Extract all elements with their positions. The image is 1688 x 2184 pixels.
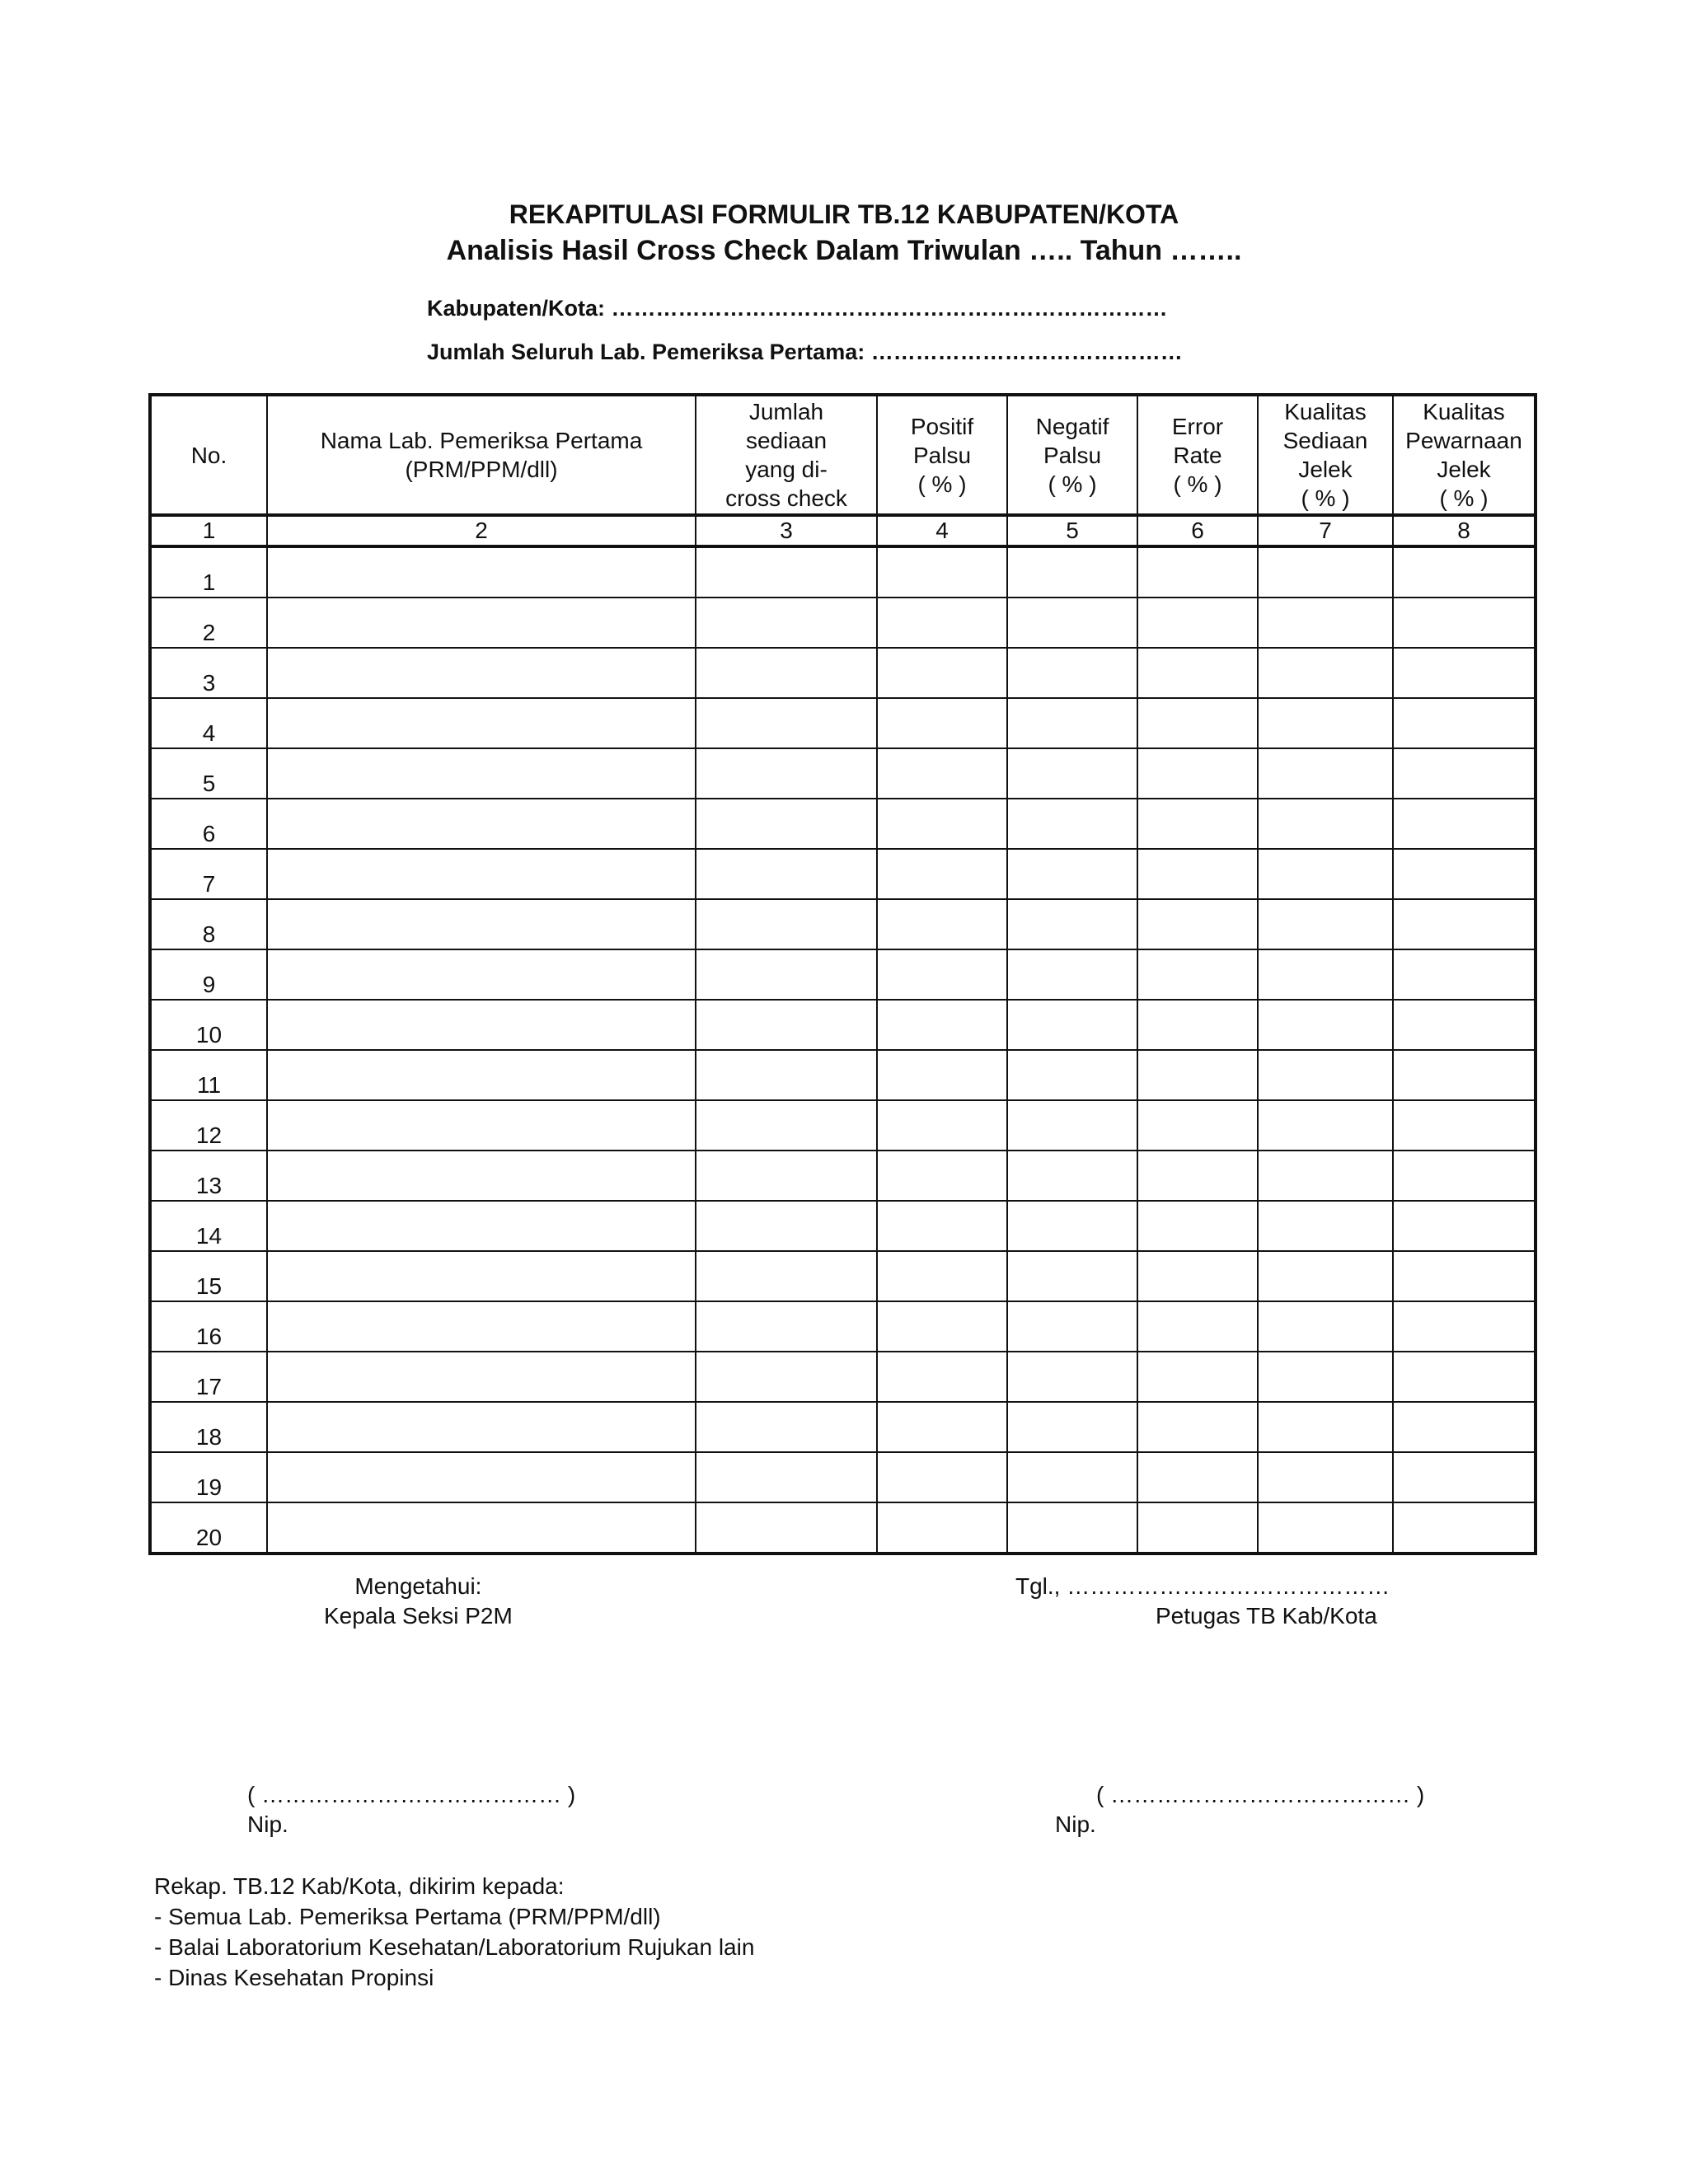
column-header-line: Jelek	[1298, 457, 1353, 482]
row-number: 12	[150, 1100, 267, 1151]
table-cell-error-rate[interactable]	[1137, 799, 1258, 849]
table-row	[150, 1251, 1536, 1301]
table-cell-positif-palsu[interactable]	[877, 899, 1007, 949]
table-cell-positif-palsu[interactable]	[877, 1502, 1007, 1554]
table-cell-negatif-palsu[interactable]	[1007, 1151, 1137, 1201]
table-cell-error-rate[interactable]	[1137, 1452, 1258, 1502]
row-number: 7	[150, 849, 267, 899]
table-cell-lab-name[interactable]	[267, 748, 696, 799]
column-number: 8	[1393, 515, 1536, 546]
table-cell-negatif-palsu[interactable]	[1007, 949, 1137, 1000]
table-cell-error-rate[interactable]	[1137, 1100, 1258, 1151]
table-cell-kualitas-sediaan[interactable]	[1258, 698, 1393, 748]
table-cell-lab-name[interactable]	[267, 1100, 696, 1151]
table-cell-negatif-palsu[interactable]	[1007, 598, 1137, 648]
column-number: 6	[1137, 515, 1258, 546]
table-cell-kualitas-sediaan[interactable]	[1258, 748, 1393, 799]
table-cell-positif-palsu[interactable]	[877, 1452, 1007, 1502]
table-cell-kualitas-sediaan[interactable]	[1258, 1251, 1393, 1301]
table-cell-kualitas-pewarnaan[interactable]	[1393, 799, 1536, 849]
table-cell-lab-name[interactable]	[267, 598, 696, 648]
table-cell-kualitas-sediaan[interactable]	[1258, 1100, 1393, 1151]
table-cell-error-rate[interactable]	[1137, 1151, 1258, 1201]
table-cell-positif-palsu[interactable]	[877, 648, 1007, 698]
table-cell-kualitas-sediaan[interactable]	[1258, 1502, 1393, 1554]
row-number: 8	[150, 899, 267, 949]
row-number: 4	[150, 698, 267, 748]
column-header-line: Kualitas	[1284, 399, 1367, 424]
table-cell-negatif-palsu[interactable]	[1007, 1452, 1137, 1502]
row-number: 20	[150, 1502, 267, 1554]
table-cell-negatif-palsu[interactable]	[1007, 849, 1137, 899]
table-row	[150, 1352, 1536, 1402]
table-cell-kualitas-pewarnaan[interactable]	[1393, 1502, 1536, 1554]
table-cell-kualitas-pewarnaan[interactable]	[1393, 1402, 1536, 1452]
table-cell-kualitas-pewarnaan[interactable]	[1393, 598, 1536, 648]
table-cell-negatif-palsu[interactable]	[1007, 1000, 1137, 1050]
table-cell-kualitas-sediaan[interactable]	[1258, 1452, 1393, 1502]
table-row	[150, 1301, 1536, 1352]
table-cell-error-rate[interactable]	[1137, 1050, 1258, 1100]
table-cell-jumlah-sediaan[interactable]	[696, 1000, 877, 1050]
column-header-kualitas-pewarnaan	[1393, 395, 1536, 515]
table-cell-positif-palsu[interactable]	[877, 698, 1007, 748]
column-header-error-rate	[1137, 395, 1258, 515]
table-cell-jumlah-sediaan[interactable]	[696, 949, 877, 1000]
table-cell-jumlah-sediaan[interactable]	[696, 598, 877, 648]
table-cell-jumlah-sediaan[interactable]	[696, 1100, 877, 1151]
table-cell-positif-palsu[interactable]	[877, 1352, 1007, 1402]
table-cell-error-rate[interactable]	[1137, 598, 1258, 648]
table-cell-error-rate[interactable]	[1137, 546, 1258, 598]
column-header-kualitas-sediaan	[1258, 395, 1393, 515]
table-cell-error-rate[interactable]	[1137, 1201, 1258, 1251]
column-header-line: No.	[190, 442, 227, 468]
table-cell-error-rate[interactable]	[1137, 1352, 1258, 1402]
table-cell-kualitas-pewarnaan[interactable]	[1393, 1251, 1536, 1301]
jumlah-lab-field: Jumlah Seluruh Lab. Pemeriksa Pertama: ……………………………………	[427, 340, 1183, 364]
row-number: 14	[150, 1201, 267, 1251]
table-cell-lab-name[interactable]	[267, 949, 696, 1000]
table-row	[150, 799, 1536, 849]
right-role: Petugas TB Kab/Kota	[1156, 1603, 1377, 1629]
table-cell-positif-palsu[interactable]	[877, 799, 1007, 849]
table-cell-kualitas-sediaan[interactable]	[1258, 546, 1393, 598]
kabupaten-field: Kabupaten/Kota: …………………………………………………………………	[427, 296, 1168, 321]
column-header-line: (PRM/PPM/dll)	[405, 457, 558, 482]
column-number-row	[150, 515, 1536, 546]
column-number: 5	[1007, 515, 1137, 546]
table-cell-error-rate[interactable]	[1137, 1502, 1258, 1554]
row-number: 15	[150, 1251, 267, 1301]
table-cell-jumlah-sediaan[interactable]	[696, 1301, 877, 1352]
table-cell-positif-palsu[interactable]	[877, 546, 1007, 598]
distribution-item: - Balai Laboratorium Kesehatan/Laboratorium Rujukan lain	[154, 1934, 755, 1960]
table-cell-kualitas-pewarnaan[interactable]	[1393, 1151, 1536, 1201]
table-row	[150, 1050, 1536, 1100]
table-cell-jumlah-sediaan[interactable]	[696, 1201, 877, 1251]
table-cell-jumlah-sediaan[interactable]	[696, 899, 877, 949]
table-cell-jumlah-sediaan[interactable]	[696, 799, 877, 849]
table-row	[150, 1452, 1536, 1502]
table-cell-jumlah-sediaan[interactable]	[696, 546, 877, 598]
table-cell-kualitas-sediaan[interactable]	[1258, 1050, 1393, 1100]
table-cell-positif-palsu[interactable]	[877, 598, 1007, 648]
table-cell-jumlah-sediaan[interactable]	[696, 849, 877, 899]
form-title: REKAPITULASI FORMULIR TB.12 KABUPATEN/KOTA	[509, 199, 1179, 229]
table-cell-kualitas-pewarnaan[interactable]	[1393, 899, 1536, 949]
row-number: 16	[150, 1301, 267, 1352]
table-body	[150, 546, 1536, 1554]
table-cell-error-rate[interactable]	[1137, 1000, 1258, 1050]
table-cell-error-rate[interactable]	[1137, 648, 1258, 698]
table-cell-kualitas-pewarnaan[interactable]	[1393, 698, 1536, 748]
table-cell-negatif-palsu[interactable]	[1007, 1502, 1137, 1554]
table-cell-positif-palsu[interactable]	[877, 1201, 1007, 1251]
table-cell-lab-name[interactable]	[267, 1201, 696, 1251]
table-cell-kualitas-sediaan[interactable]	[1258, 1352, 1393, 1402]
table-row	[150, 899, 1536, 949]
table-cell-negatif-palsu[interactable]	[1007, 1301, 1137, 1352]
table-cell-kualitas-pewarnaan[interactable]	[1393, 1100, 1536, 1151]
column-header-line: ( % )	[917, 471, 967, 497]
table-cell-error-rate[interactable]	[1137, 748, 1258, 799]
table-cell-lab-name[interactable]	[267, 1352, 696, 1402]
table-cell-jumlah-sediaan[interactable]	[696, 1402, 877, 1452]
row-number: 3	[150, 648, 267, 698]
table-cell-error-rate[interactable]	[1137, 698, 1258, 748]
table-cell-kualitas-sediaan[interactable]	[1258, 1301, 1393, 1352]
row-number: 9	[150, 949, 267, 1000]
table-cell-jumlah-sediaan[interactable]	[696, 1151, 877, 1201]
table-cell-negatif-palsu[interactable]	[1007, 1100, 1137, 1151]
column-header-positif-palsu	[877, 395, 1007, 515]
table-cell-lab-name[interactable]	[267, 1050, 696, 1100]
table-cell-negatif-palsu[interactable]	[1007, 546, 1137, 598]
row-number: 11	[150, 1050, 267, 1100]
table-cell-positif-palsu[interactable]	[877, 1251, 1007, 1301]
column-number: 4	[877, 515, 1007, 546]
table-cell-kualitas-pewarnaan[interactable]	[1393, 1452, 1536, 1502]
table-cell-negatif-palsu[interactable]	[1007, 698, 1137, 748]
column-number: 7	[1258, 515, 1393, 546]
table-cell-jumlah-sediaan[interactable]	[696, 1050, 877, 1100]
column-header-line: ( % )	[1439, 485, 1489, 511]
table-row	[150, 1402, 1536, 1452]
table-cell-negatif-palsu[interactable]	[1007, 1251, 1137, 1301]
table-row	[150, 748, 1536, 799]
table-row	[150, 949, 1536, 1000]
table-cell-jumlah-sediaan[interactable]	[696, 1251, 877, 1301]
table-cell-lab-name[interactable]	[267, 799, 696, 849]
column-header-line: Jumlah	[748, 399, 824, 424]
left-role: Kepala Seksi P2M	[324, 1603, 513, 1629]
table-cell-positif-palsu[interactable]	[877, 1402, 1007, 1452]
header-row	[150, 395, 1536, 515]
table-row	[150, 698, 1536, 748]
column-header-line: Positif	[910, 413, 974, 439]
column-header-line: Nama Lab. Pemeriksa Pertama	[320, 428, 643, 453]
table-cell-jumlah-sediaan[interactable]	[696, 748, 877, 799]
table-cell-kualitas-pewarnaan[interactable]	[1393, 546, 1536, 598]
table-cell-positif-palsu[interactable]	[877, 1100, 1007, 1151]
table-cell-kualitas-pewarnaan[interactable]	[1393, 1000, 1536, 1050]
table-row	[150, 598, 1536, 648]
column-header-line: Kualitas	[1423, 399, 1505, 424]
table-cell-negatif-palsu[interactable]	[1007, 748, 1137, 799]
row-number: 6	[150, 799, 267, 849]
table-cell-kualitas-sediaan[interactable]	[1258, 1402, 1393, 1452]
column-header-line: Negatif	[1035, 413, 1109, 439]
column-header-line: Palsu	[912, 442, 972, 468]
table-cell-jumlah-sediaan[interactable]	[696, 648, 877, 698]
table-cell-negatif-palsu[interactable]	[1007, 899, 1137, 949]
row-number: 17	[150, 1352, 267, 1402]
table-cell-error-rate[interactable]	[1137, 899, 1258, 949]
table-cell-negatif-palsu[interactable]	[1007, 799, 1137, 849]
table-cell-error-rate[interactable]	[1137, 849, 1258, 899]
column-header-line: sediaan	[745, 428, 828, 453]
form-subtitle: Analisis Hasil Cross Check Dalam Triwulan ….. Tahun ……..	[446, 235, 1242, 266]
distribution-list	[154, 1871, 754, 1993]
left-signature-block	[324, 1572, 513, 1631]
table-cell-lab-name[interactable]	[267, 1402, 696, 1452]
table-cell-lab-name[interactable]	[267, 1301, 696, 1352]
column-header-lab-name	[267, 395, 696, 515]
table-cell-negatif-palsu[interactable]	[1007, 1402, 1137, 1452]
table-cell-lab-name[interactable]	[267, 849, 696, 899]
table-cell-lab-name[interactable]	[267, 1151, 696, 1201]
table-cell-kualitas-sediaan[interactable]	[1258, 598, 1393, 648]
row-number: 1	[150, 546, 267, 598]
table-cell-lab-name[interactable]	[267, 698, 696, 748]
column-header-line: ( % )	[1173, 471, 1222, 497]
table-cell-kualitas-pewarnaan[interactable]	[1393, 1301, 1536, 1352]
column-header-no	[150, 395, 267, 515]
table-cell-jumlah-sediaan[interactable]	[696, 1352, 877, 1402]
table-row	[150, 1151, 1536, 1201]
table-cell-jumlah-sediaan[interactable]	[696, 1502, 877, 1554]
date-field: Tgl., ……………………………………	[1015, 1573, 1390, 1599]
left-nip: Nip.	[247, 1811, 288, 1837]
table-cell-kualitas-sediaan[interactable]	[1258, 1151, 1393, 1201]
table-cell-positif-palsu[interactable]	[877, 1050, 1007, 1100]
table-cell-error-rate[interactable]	[1137, 1301, 1258, 1352]
table-cell-lab-name[interactable]	[267, 899, 696, 949]
right-signature-name: ( ………………………………… )	[1096, 1782, 1425, 1807]
table-cell-positif-palsu[interactable]	[877, 1301, 1007, 1352]
row-number: 10	[150, 1000, 267, 1050]
table-cell-positif-palsu[interactable]	[877, 748, 1007, 799]
row-number: 18	[150, 1402, 267, 1452]
table-cell-positif-palsu[interactable]	[877, 849, 1007, 899]
distribution-item: - Dinas Kesehatan Propinsi	[154, 1965, 434, 1990]
right-nip: Nip.	[1055, 1811, 1096, 1837]
column-header-line: Jelek	[1437, 457, 1491, 482]
table-cell-error-rate[interactable]	[1137, 1251, 1258, 1301]
table-cell-kualitas-sediaan[interactable]	[1258, 849, 1393, 899]
table-cell-lab-name[interactable]	[267, 546, 696, 598]
table-row	[150, 1100, 1536, 1151]
table-cell-lab-name[interactable]	[267, 1000, 696, 1050]
table-row	[150, 546, 1536, 598]
column-header-line: cross check	[725, 485, 847, 511]
table-cell-kualitas-pewarnaan[interactable]	[1393, 849, 1536, 899]
table-cell-negatif-palsu[interactable]	[1007, 1201, 1137, 1251]
table-cell-kualitas-pewarnaan[interactable]	[1393, 748, 1536, 799]
table-cell-lab-name[interactable]	[267, 1502, 696, 1554]
row-number: 2	[150, 598, 267, 648]
table-cell-negatif-palsu[interactable]	[1007, 1352, 1137, 1402]
table-cell-kualitas-sediaan[interactable]	[1258, 1000, 1393, 1050]
column-header-line: Pewarnaan	[1405, 428, 1522, 453]
table-row	[150, 648, 1536, 698]
distribution-item: - Semua Lab. Pemeriksa Pertama (PRM/PPM/dll)	[154, 1904, 661, 1929]
row-number: 19	[150, 1452, 267, 1502]
column-header-line: Error	[1171, 413, 1224, 439]
table-cell-kualitas-pewarnaan[interactable]	[1393, 1050, 1536, 1100]
table-cell-kualitas-pewarnaan[interactable]	[1393, 1201, 1536, 1251]
table-cell-lab-name[interactable]	[267, 1452, 696, 1502]
column-header-line: yang di-	[745, 457, 828, 482]
table-cell-negatif-palsu[interactable]	[1007, 1050, 1137, 1100]
distribution-intro: Rekap. TB.12 Kab/Kota, dikirim kepada:	[154, 1873, 565, 1899]
column-number: 1	[150, 515, 267, 546]
table-cell-kualitas-pewarnaan[interactable]	[1393, 949, 1536, 1000]
column-number: 3	[696, 515, 877, 546]
table-row	[150, 849, 1536, 899]
table-row	[150, 1201, 1536, 1251]
column-header-line: ( % )	[1048, 471, 1097, 497]
column-header-line: Rate	[1173, 442, 1222, 468]
table-cell-kualitas-pewarnaan[interactable]	[1393, 648, 1536, 698]
table-cell-negatif-palsu[interactable]	[1007, 648, 1137, 698]
row-number: 5	[150, 748, 267, 799]
table-cell-kualitas-sediaan[interactable]	[1258, 1201, 1393, 1251]
column-header-line: Palsu	[1043, 442, 1102, 468]
table-cell-error-rate[interactable]	[1137, 949, 1258, 1000]
table-cell-lab-name[interactable]	[267, 1251, 696, 1301]
table-cell-jumlah-sediaan[interactable]	[696, 1452, 877, 1502]
table-cell-kualitas-pewarnaan[interactable]	[1393, 1352, 1536, 1402]
table-cell-lab-name[interactable]	[267, 648, 696, 698]
table-cell-error-rate[interactable]	[1137, 1402, 1258, 1452]
table-cell-kualitas-sediaan[interactable]	[1258, 949, 1393, 1000]
row-number: 13	[150, 1151, 267, 1201]
table-cell-jumlah-sediaan[interactable]	[696, 698, 877, 748]
column-number: 2	[267, 515, 696, 546]
left-signature-name: ( ………………………………… )	[247, 1782, 576, 1807]
table-cell-kualitas-sediaan[interactable]	[1258, 899, 1393, 949]
column-header-line: Sediaan	[1282, 428, 1368, 453]
known-label: Mengetahui:	[354, 1573, 482, 1599]
column-header-jumlah-sediaan	[696, 395, 877, 515]
table-cell-kualitas-sediaan[interactable]	[1258, 648, 1393, 698]
recap-table	[148, 393, 1537, 1555]
column-header-line: ( % )	[1301, 485, 1350, 511]
table-cell-kualitas-sediaan[interactable]	[1258, 799, 1393, 849]
column-header-negatif-palsu	[1007, 395, 1137, 515]
table-row	[150, 1000, 1536, 1050]
table-row	[150, 1502, 1536, 1554]
table-cell-positif-palsu[interactable]	[877, 1000, 1007, 1050]
table-cell-positif-palsu[interactable]	[877, 1151, 1007, 1201]
table-cell-positif-palsu[interactable]	[877, 949, 1007, 1000]
